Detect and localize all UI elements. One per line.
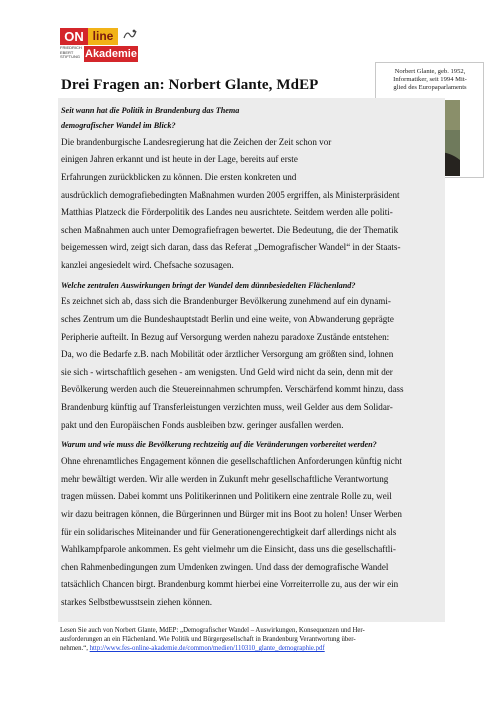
logo-on: ON (60, 28, 88, 45)
footer-prefix: nehmen.“, (60, 645, 90, 652)
answer-3: Ohne ehrenamtliches Engagement können die gesellschaftlichen Anforderungen künftig nicht mehr bewältigt werden. Wir alle werden in Zukunft mehr gesellschaftliche Verantwortung tragen müssen. Dabei kommt uns Politikerinnen und Politikern eine zentrale Rolle zu, weil wir dazu beitragen können, die Bürgerinnen und Bürger mit ins Boot zu holen! Unser Werben für ein solidarisches Miteinander und für Generationengerechtigkeit darf allerdings nicht als Wahlkampfparole ankommen. Es geht vielmehr um die Einsicht, dass uns die gesellschaftli- chen Rahmenbedingungen zum Umdenken zwingen. Und dass der demografische Wandel tatsächlich Chancen birgt. Brandenburg kommt hierbei eine Vorreiterrolle zu, aus der wir ein starkes Selbstbewusstsein ziehen können. (61, 456, 402, 607)
answer-2: Es zeichnet sich ab, dass sich die Brandenburger Bevölkerung zunehmend auf ein dynami- sches Zentrum um die Bundeshauptstadt Berlin und eine weite, von Abwanderung geprägte Peripherie aufteilt. In Bezug auf Versorgung werden nahezu paradoxe Zustände entstehen: Da, wo die Bedarfe z.B. nach Mobilität oder ärztlicher Versorgung am größten sind, lohnen sie sich - wirtschaftlich gesehen - am wenigsten. Und Geld wird nicht da sein, denn mit der Bevölkerung werden auch die Steuereinnahmen schrumpfen. Verschärfend kommt hinzu, dass Brandenburg künftig auf Transferleistungen verzichten muss, weil Gelder aus dem Solidar- pakt und den Europäischen Fonds ausbleiben bzw. geringer ausfallen werden. (61, 296, 404, 430)
page-title: Drei Fragen an: Norbert Glante, MdEP (61, 77, 319, 93)
answer-1: Die brandenburgische Landesregierung hat die Zeichen der Zeit schon vor einigen Jahren erkannt und ist heute in der Lage, bereits auf erste Erfahrungen zurückblicken zu können. Die ersten konkreten und ausdrücklich demografiebedingten Maßnahmen wurden 2005 ergriffen, als Ministerpräsident Matthias Platzeck die Förderpolitik des Landes neu ausrichtete. Seitdem werden alle politi- schen Maßnahmen auch unter Demografiefragen bewertet. Die Bedeutung, die der Thematik beigemessen wird, zeigt sich daran, dass das Referat „Demografischer Wandel“ in der Staats- kanzlei angesiedelt wird. Chefsache sozusagen. (61, 136, 401, 270)
pdf-link[interactable]: http://www.fes-online-akademie.de/common/medien/110310_glante_demographie.pdf (89, 645, 325, 652)
question-block-3 (61, 438, 445, 611)
logo-fes-text: FRIEDRICH EBERT STIFTUNG (60, 45, 82, 60)
logo-emblem-icon (122, 28, 138, 42)
question-1: Seit wann hat die Politik in Brandenburg das Thema demografischer Wandel im Blick? (61, 106, 240, 130)
further-reading-note: Lesen Sie auch von Norbert Glante, MdEP: „Demografischer Wandel – Auswirkungen, Konsequenzen und Her- ausforderungen an ein Flächenland. Wie Politik und Bürgergesellschaft in Brandenburg Verantwortung über- nehmen.“, http://www.fes-online-akademie.de/common/medien/110310_glante_demographie.pdf (60, 627, 365, 652)
logo-akademie: Akademie (85, 48, 137, 60)
question-block-1 (61, 104, 445, 275)
question-3: Warum und wie muss die Bevölkerung rechtzeitig auf die Veränderungen vorbereitet werden? (61, 440, 377, 450)
question-2: Welche zentralen Auswirkungen bringt der Wandel dem dünnbesiedelten Flächenland? (61, 280, 356, 290)
author-caption: Norbert Glante, geb. 1952, Informatiker, seit 1994 Mit- glied des Europaparlaments (393, 68, 467, 92)
question-block-2 (61, 279, 445, 435)
interview-panel (58, 98, 445, 622)
logo-online: line (88, 28, 118, 45)
fes-online-akademie-logo (60, 28, 144, 66)
